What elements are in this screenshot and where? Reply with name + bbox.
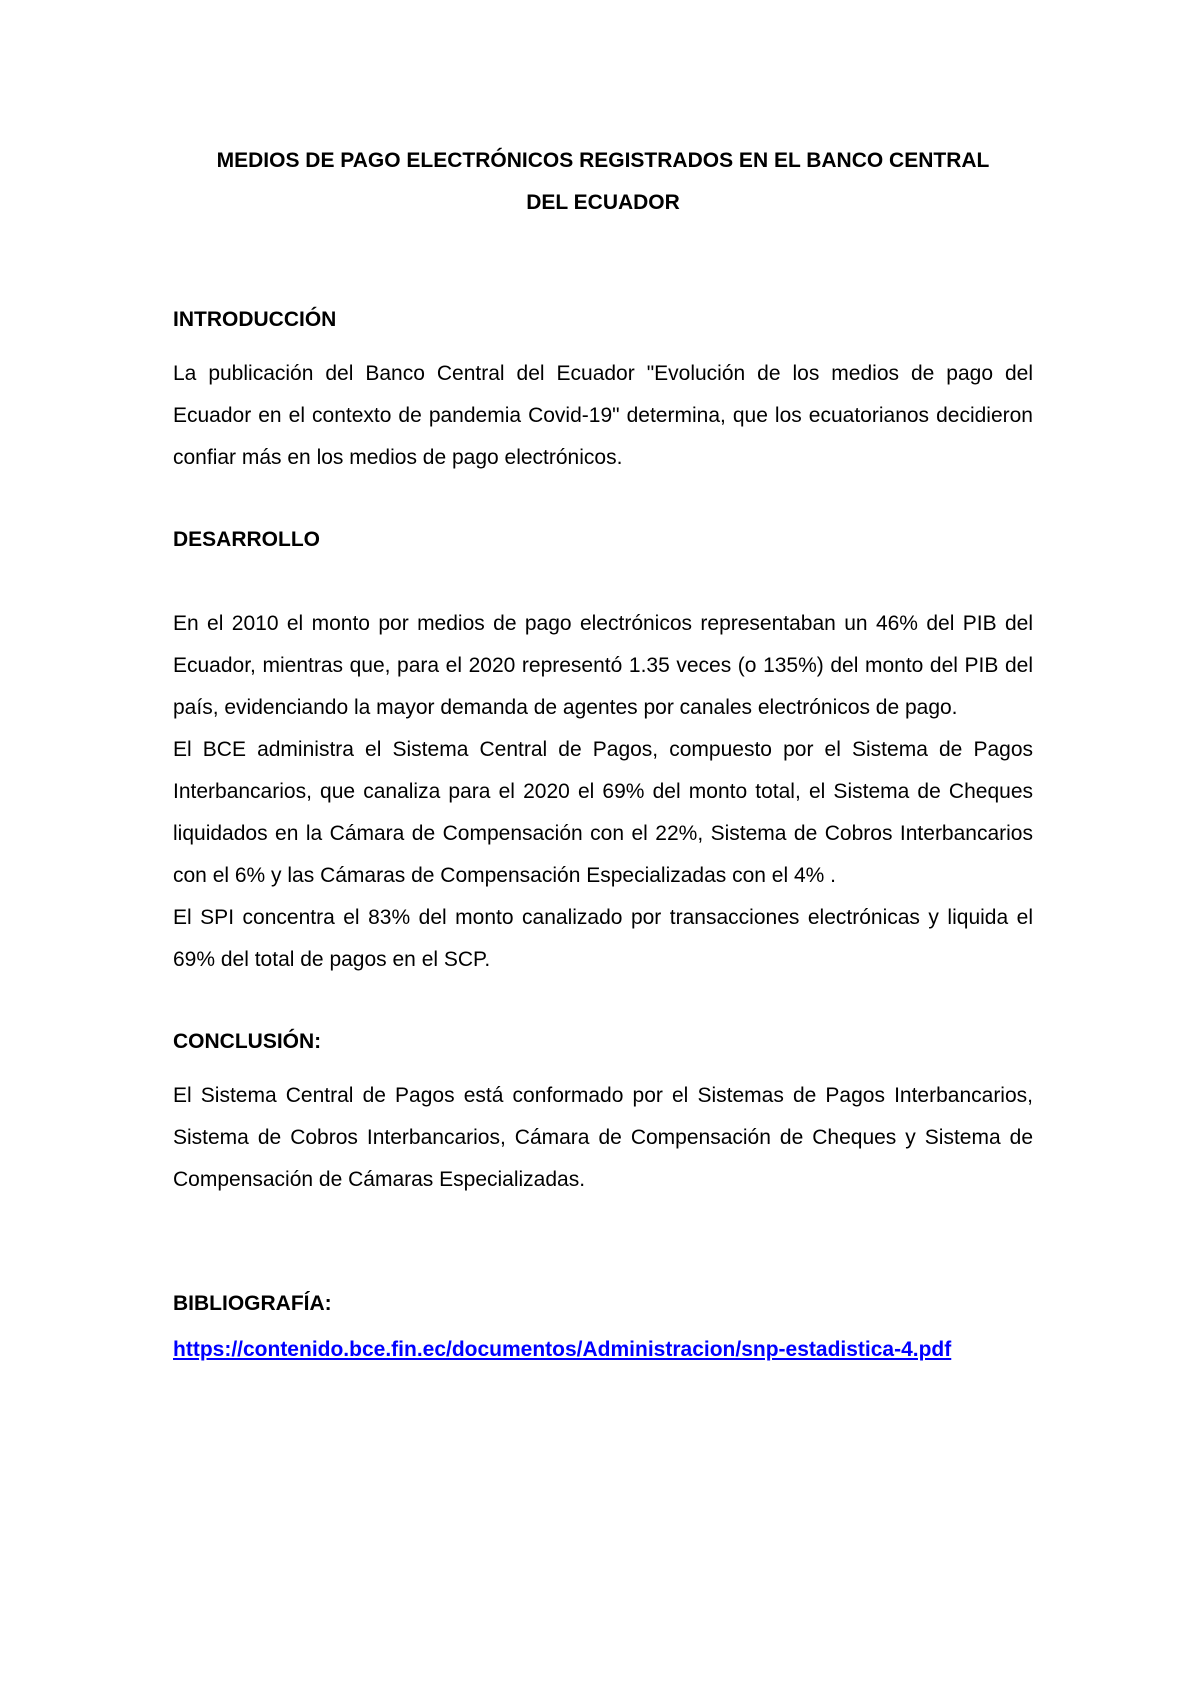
development-paragraph-1: En el 2010 el monto por medios de pago electrónicos representaban un 46% del PIB del Ecuador, mientras que, para el 2020 representó 1.35 veces (o 135%) del monto del PIB del país, evidenciando la mayor demanda de agentes por canales electrónicos de pago. [173, 612, 1033, 719]
development-heading: DESARROLLO [173, 528, 320, 551]
document-title: MEDIOS DE PAGO ELECTRÓNICOS REGISTRADOS EN EL BANCO CENTRAL DEL ECUADOR [216, 149, 990, 214]
bibliography-heading: BIBLIOGRAFÍA: [173, 1292, 332, 1315]
development-paragraph-2: El BCE administra el Sistema Central de Pagos, compuesto por el Sistema de Pagos Interbancarios, que canaliza para el 2020 el 69% del monto total, el Sistema de Cheques liquidados en la Cámara de Compensación con el 22%, Sistema de Cobros Interbancarios con el 6% y las Cámaras de Compensación Especializadas con el 4% . [173, 738, 1033, 887]
intro-heading: INTRODUCCIÓN [173, 308, 337, 331]
bibliography-link[interactable]: https://contenido.bce.fin.ec/documentos/Administracion/snp-estadistica-4.pdf [173, 1338, 952, 1361]
conclusion-heading: CONCLUSIÓN: [173, 1030, 322, 1053]
conclusion-paragraph: El Sistema Central de Pagos está conformado por el Sistemas de Pagos Interbancarios, Sistema de Cobros Interbancarios, Cámara de Compensación de Cheques y Sistema de Compensación de Cámaras Especializadas. [173, 1084, 1033, 1191]
document-page [173, 140, 1033, 1371]
development-paragraph-3: El SPI concentra el 83% del monto canalizado por transacciones electrónicas y liquida el 69% del total de pagos en el SCP. [173, 906, 1033, 971]
intro-paragraph: La publicación del Banco Central del Ecuador "Evolución de los medios de pago del Ecuador en el contexto de pandemia Covid-19" determina, que los ecuatorianos decidieron confiar más en los medios de pago electrónicos. [173, 362, 1033, 469]
